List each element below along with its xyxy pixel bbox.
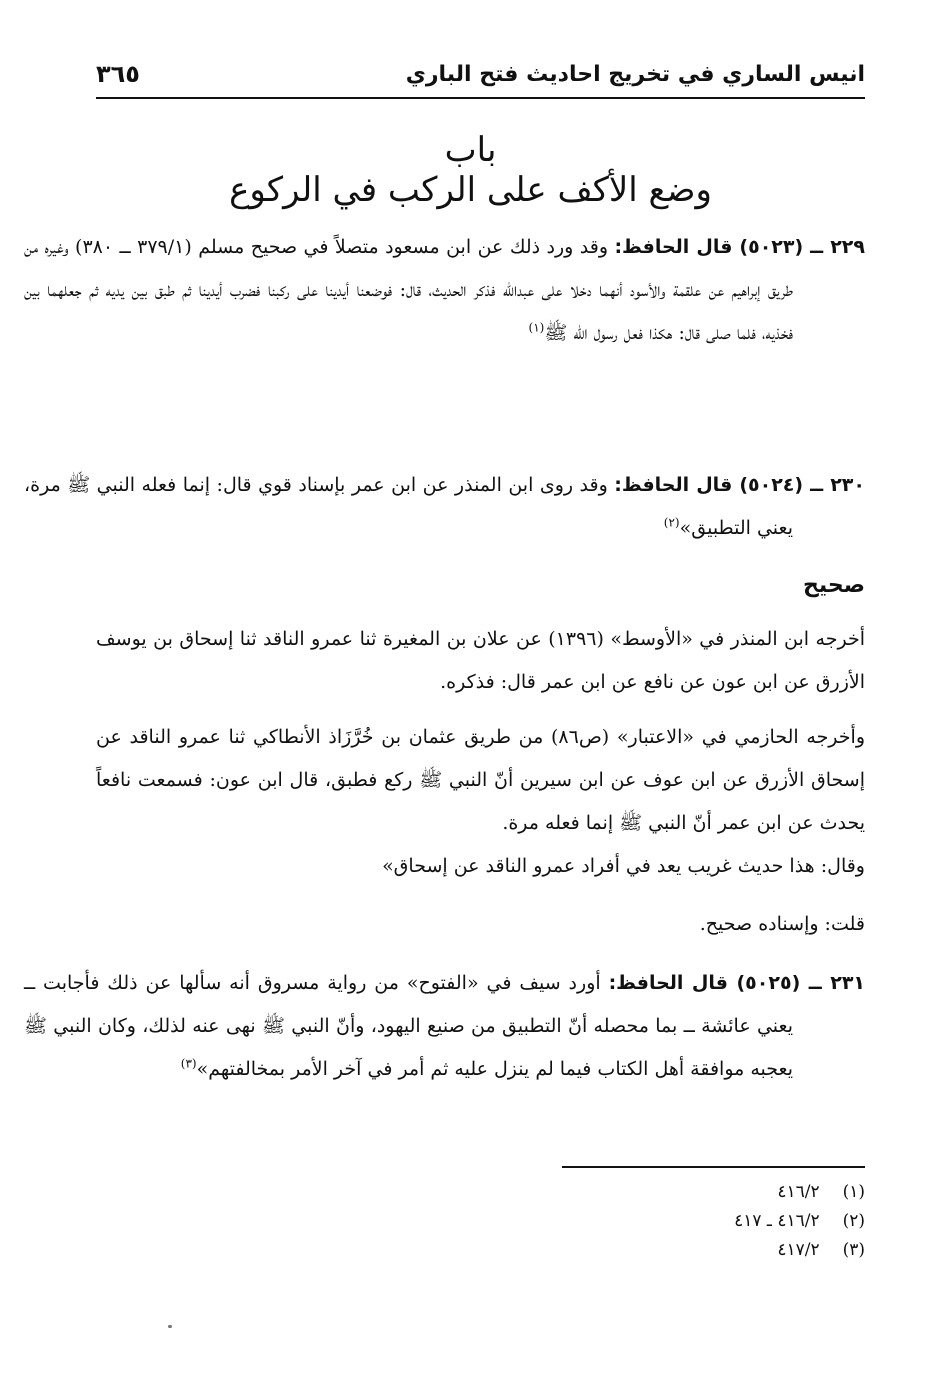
page-number: ٣٦٥ bbox=[96, 60, 140, 88]
footnote-text: ٤١٧/٢ bbox=[777, 1240, 820, 1260]
header-rule bbox=[96, 97, 865, 99]
entry-230-footnote-ref[interactable]: (٢) bbox=[663, 515, 680, 530]
entry-230-lead: ٢٣٠ ــ (٥٠٢٤) قال الحافظ: bbox=[614, 474, 865, 496]
running-header bbox=[96, 58, 865, 98]
footnotes bbox=[734, 1178, 865, 1265]
footnote-1 bbox=[734, 1178, 865, 1207]
entry-231 bbox=[24, 962, 865, 1091]
grade-label: صحيح bbox=[803, 573, 865, 598]
footnote-2 bbox=[734, 1207, 865, 1236]
entry-229-text: وقد ورد ذلك عن ابن مسعود متصلاً في صحيح مسلم (٣٧٩/١ ــ ٣٨٠) وغيره من طريق إبراهيم عن علقمة والأسود أنهما دخلا على عبدالله فذكر الحديث، قال: فوضعنا أيدينا على ركبنا فضرب أيدينا ثم طبق بين يديه ثم جعلهما بين فخذيه، فلما صلى قال: هكذا فعل رسول الله ﷺ bbox=[24, 236, 793, 344]
footnote-number: (١) bbox=[842, 1182, 865, 1202]
running-title: انيس الساري في تخريج احاديث فتح الباري bbox=[405, 62, 865, 87]
entry-231-lead: ٢٣١ ــ (٥٠٢٥) قال الحافظ: bbox=[608, 972, 866, 994]
takhrij-paragraph-3: وقال: هذا حديث غريب يعد في أفراد عمرو الناقد عن إسحاق» bbox=[382, 855, 865, 877]
footnote-number: (٣) bbox=[842, 1240, 865, 1260]
chapter-kicker: باب bbox=[444, 130, 497, 170]
entry-231-footnote-ref[interactable]: (٣) bbox=[180, 1056, 197, 1071]
entry-230 bbox=[24, 464, 865, 550]
takhrij-paragraph-2: وأخرجه الحازمي في «الاعتبار» (ص٨٦) من طريق عثمان بن خُرَّزَاذ الأنطاكي ثنا عمرو الناقد عن إسحاق الأزرق عن ابن عوف عن ابن سيرين أنّ النبي ﷺ ركع فطبق، قال ابن عون: فسمعت نافعاً يحدث عن ابن عمر أنّ النبي ﷺ إنما فعله مرة. bbox=[96, 726, 865, 834]
footnote-rule bbox=[562, 1166, 865, 1168]
takhrij-paragraph-1: أخرجه ابن المنذر في «الأوسط» (١٣٩٦) عن علان بن المغيرة ثنا عمرو الناقد ثنا إسحاق بن يوسف الأزرق عن ابن عون عن نافع عن ابن عمر قال: فذكره. bbox=[96, 628, 865, 693]
entry-229-footnote-ref[interactable]: (١) bbox=[528, 320, 545, 335]
scan-speck bbox=[168, 1325, 172, 1328]
footnote-3 bbox=[734, 1236, 865, 1265]
chapter-title: وضع الأكف على الركب في الركوع bbox=[229, 170, 712, 210]
entry-230-text: وقد روى ابن المنذر عن ابن عمر بإسناد قوي قال: إنما فعله النبي ﷺ مرة، يعني التطبيق» bbox=[24, 474, 793, 539]
takhrij-paragraph-4: قلت: وإسناده صحيح. bbox=[699, 913, 865, 935]
entry-229 bbox=[24, 226, 865, 355]
footnote-text: ٤١٦/٢ bbox=[777, 1182, 820, 1202]
footnote-number: (٢) bbox=[842, 1211, 865, 1231]
entry-231-text: أورد سيف في «الفتوح» من رواية مسروق أنه سألها عن ذلك فأجابت ــ يعني عائشة ــ بما محصله أنّ التطبيق من صنيع اليهود، وأنّ النبي ﷺ نهى عنه لذلك، وكان النبي ﷺ يعجبه موافقة أهل الكتاب فيما لم ينزل عليه ثم أمر في آخر الأمر بمخالفتهم» bbox=[24, 972, 793, 1080]
entry-229-lead: ٢٢٩ ــ (٥٠٢٣) قال الحافظ: bbox=[614, 236, 865, 258]
footnote-text: ٤١٦/٢ ـ ٤١٧ bbox=[734, 1211, 820, 1231]
